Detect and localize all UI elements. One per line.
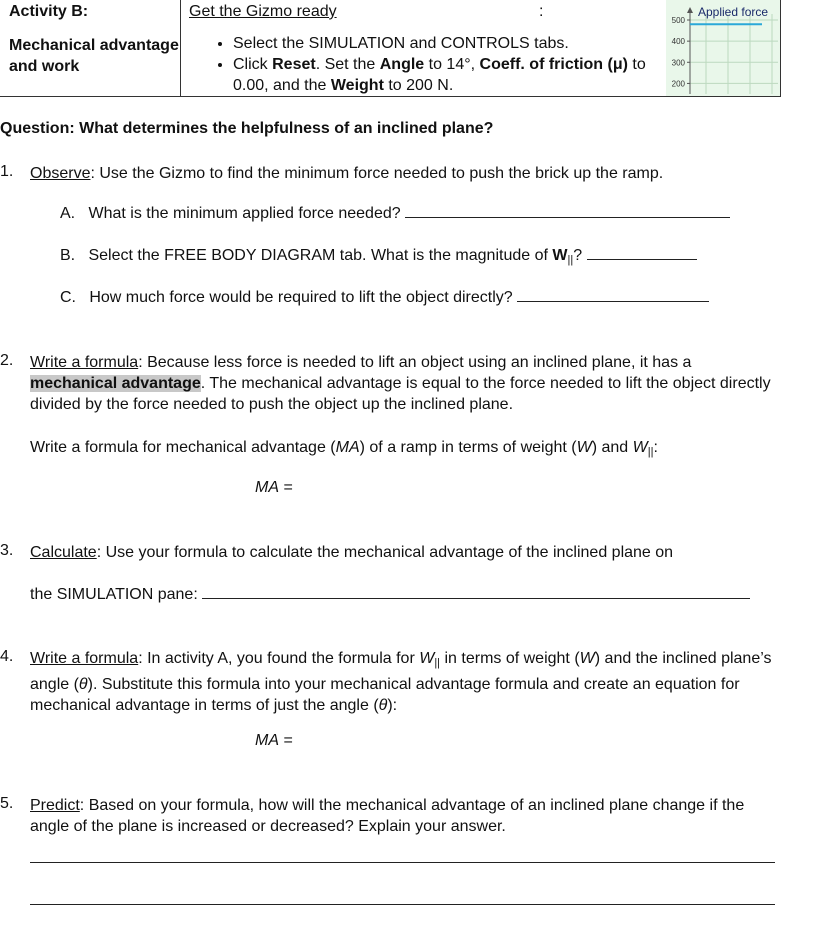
q1c-item: C. How much force would be required to lift the object directly? (60, 289, 709, 307)
main-question: Question: What determines the helpfulness of an inclined plane? (0, 120, 494, 137)
q3-number: 3. (0, 542, 14, 559)
gizmo-ready-colon: : (539, 3, 544, 20)
activity-header-table (0, 0, 781, 97)
q1a-answer-line[interactable] (405, 205, 730, 218)
chart-y-axis-arrow (687, 7, 693, 13)
chart-tick-label: 500 (671, 16, 685, 25)
highlighted-term: mechanical advantage (30, 375, 201, 392)
instructions-cell (181, 0, 667, 96)
activity-cell (0, 0, 181, 96)
activity-name: Mechanical advantage and work (9, 37, 179, 75)
q3-answer-line[interactable] (202, 586, 750, 599)
gizmo-ready-heading: Get the Gizmo ready (189, 3, 337, 20)
applied-force-chart (666, 0, 780, 96)
q5-text: Predict: Based on your formula, how will the mechanical advantage of an inclined plane change if the angle of the plane is increased or decreased? Explain your answer. (30, 797, 745, 835)
instruction-item: • Click Reset. Set the Angle to 14°, Coeff. of friction (μ) to 0.00, and the Weight to 200 N. (233, 54, 663, 96)
chart-tick-label: 200 (671, 79, 685, 89)
q5-answer-line-2[interactable] (30, 904, 775, 905)
q4-number: 4. (0, 648, 14, 665)
instruction-item: • Select the SIMULATION and CONTROLS tabs. (233, 33, 663, 54)
q2-instruction: Write a formula for mechanical advantage (MA) of a ramp in terms of weight (W) and $W_{||}$: (30, 439, 658, 458)
instruction-list (203, 33, 663, 96)
q1b-item: B. Select the FREE BODY DIAGRAM tab. What is the magnitude of $W_{||}$? (60, 247, 697, 266)
q5-number: 5. (0, 795, 14, 812)
q2-formula[interactable]: MA = (255, 479, 293, 496)
q4-formula[interactable]: MA = (255, 732, 293, 749)
q1-number: 1. (0, 163, 14, 180)
q1b-answer-line[interactable] (587, 247, 697, 260)
chart-tick-label: 400 (671, 37, 685, 47)
q5-answer-line-1[interactable] (30, 862, 775, 863)
applied-force-chart-svg (666, 0, 780, 96)
q1a-item: A. What is the minimum applied force needed? (60, 205, 730, 223)
q2-text: Write a formula: Because less force is needed to lift an object using an inclined plane, it has a mechanical advantage. The mechanical advantage is equal to the force needed to lift the object directly divided by the force needed to push the object up the inclined plane. (30, 354, 771, 413)
q1-text: Observe: Use the Gizmo to find the minimum force needed to push the brick up the ramp. (30, 165, 664, 182)
q1c-answer-line[interactable] (517, 289, 709, 302)
activity-title: Activity B: (9, 3, 89, 20)
chart-title: Applied force (698, 5, 769, 19)
q3-text: Calculate: Use your formula to calculate the mechanical advantage of the inclined plane on (30, 544, 674, 561)
q2-number: 2. (0, 352, 14, 369)
q4-text: Write a formula: In activity A, you found the formula for $W_{||}$ in terms of weight (W) and the inclined plane’s angle (θ). Substitute this formula into your mechanical advantage formula and create an equation for mechanical advantage in terms of just the angle (θ): (30, 650, 772, 714)
q3-text-2: the SIMULATION pane: (30, 584, 782, 605)
chart-tick-label: 300 (671, 58, 685, 68)
